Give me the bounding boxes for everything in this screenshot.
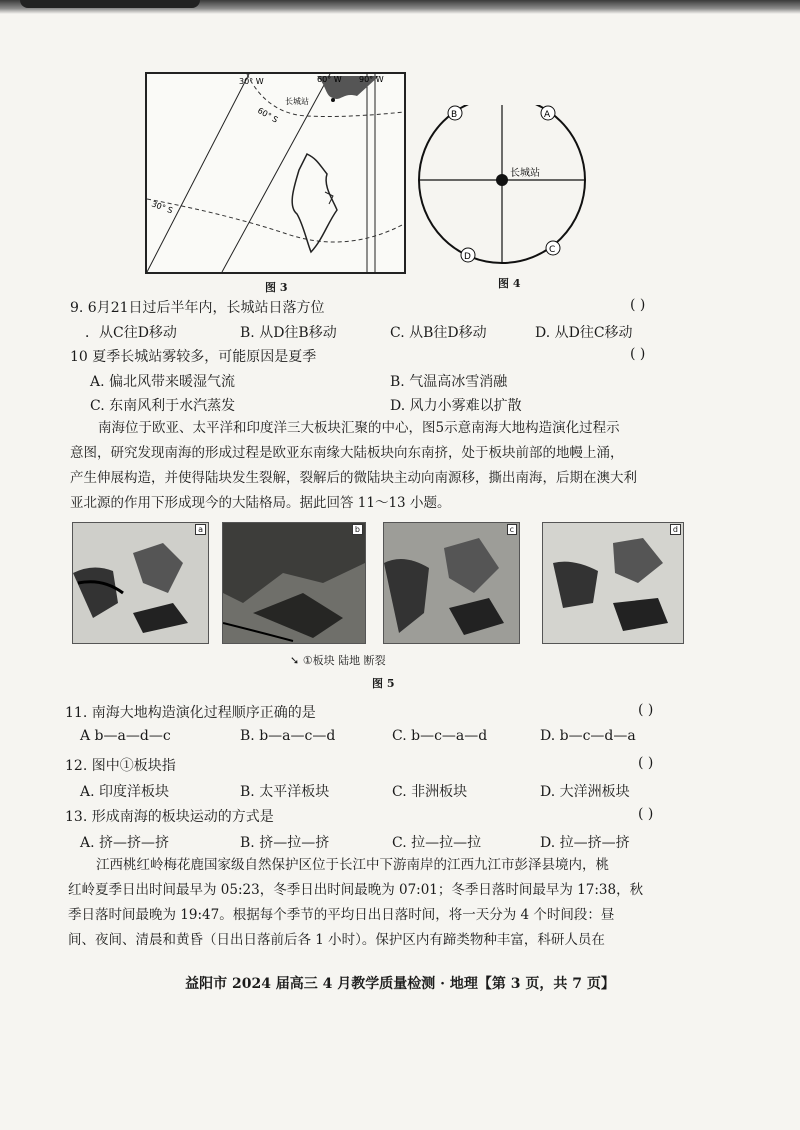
label-lat30: 30° S: [150, 199, 174, 216]
meridian-60w: [222, 74, 330, 272]
q13-option-b: B. 挤—拉—挤: [240, 835, 330, 851]
question-12-answer-paren: ( ): [638, 755, 654, 771]
q10-option-d: D. 风力小雾难以扩散: [390, 398, 522, 414]
svg-text:D: D: [464, 252, 471, 262]
q11-option-c: C. b—c—a—d: [392, 728, 488, 744]
figure-3-caption: 图 3: [265, 281, 288, 294]
q12-option-c: C. 非洲板块: [392, 784, 468, 800]
q11-option-a: A b—a—d—c: [80, 728, 171, 744]
question-9-answer-paren: ( ): [630, 297, 646, 313]
label-lat60: 60° S: [256, 105, 280, 125]
question-11-stem: 11. 南海大地构造演化过程顺序正确的是: [65, 705, 316, 721]
panel-c-label: c: [507, 524, 517, 535]
point-C: [546, 241, 560, 255]
q12-option-a: A. 印度洋板块: [80, 784, 170, 800]
q10-option-a: A. 偏北风带来暖湿气流: [90, 374, 236, 390]
q11-option-d: D. b—c—d—a: [540, 728, 636, 744]
q9-option-b: B. 从D往B移动: [240, 325, 337, 341]
scan-top-shadow: [20, 0, 200, 8]
figure-3-svg: [147, 74, 404, 272]
passage1-line-3: 产生伸展构造，并使得陆块发生裂解，裂解后的微陆块主动向南源移，撕出南海，后期在澳大利: [70, 470, 637, 486]
q10-option-c: C. 东南风利于水汽蒸发: [90, 398, 236, 414]
question-12-stem: 12. 图中①板块指: [65, 758, 176, 774]
q9-option-a: ．从C往D移动: [85, 325, 177, 341]
page-footer: 益阳市 2024 届高三 4 月教学质量检测 · 地理【第 3 页，共 7 页】: [185, 976, 615, 992]
figure-5-panel-a: [72, 522, 209, 644]
passage1-line-1: 南海位于欧亚、太平洋和印度洋三大板块汇聚的中心，图5示意南海大地构造演化过程示: [98, 420, 620, 436]
passage-south-china-sea: [70, 416, 710, 516]
legend-text: ①板块 陆地 断裂: [302, 654, 386, 667]
label-station: 长城站: [285, 97, 309, 106]
figure-4-diagram: [410, 105, 600, 270]
figure-5-legend: [290, 652, 386, 668]
figure-5-panel-c: [383, 522, 520, 644]
station-dot: [331, 98, 335, 102]
q9-option-d: D. 从D往C移动: [535, 325, 633, 341]
meridian-30w: [147, 74, 249, 272]
point-A: [541, 106, 555, 120]
station-label: 长城站: [510, 168, 540, 179]
panel-d-label: d: [670, 524, 681, 535]
label-lon60: 60° W: [317, 75, 342, 84]
passage-taohongling: [68, 853, 708, 953]
q13-option-d: D. 拉—挤—挤: [540, 835, 630, 851]
point-B: [448, 106, 462, 120]
q13-option-c: C. 拉—拉—拉: [392, 835, 482, 851]
figure-5-panel-b: [222, 522, 366, 644]
q12-option-b: B. 太平洋板块: [240, 784, 330, 800]
q10-option-b: B. 气温高冰雪消融: [390, 374, 508, 390]
question-11-answer-paren: ( ): [638, 702, 654, 718]
panel-a-label: a: [195, 524, 206, 535]
svg-text:A: A: [544, 110, 551, 120]
panel-b-label: b: [352, 524, 363, 535]
q13-option-a: A. 挤—挤—挤: [80, 835, 170, 851]
passage2-line-3: 季日落时间最晚为 19:47。根据每个季节的平均日出日落时间，将一天分为 4 个时间段：昼: [68, 907, 615, 923]
label-lon90: 90° W: [359, 75, 384, 84]
parallel-30s: [147, 199, 404, 242]
passage2-line-1: 江西桃红岭梅花鹿国家级自然保护区位于长江中下游南岸的江西九江市彭泽县境内，桃: [96, 857, 609, 873]
q12-option-d: D. 大洋洲板块: [540, 784, 630, 800]
question-9-stem: 9. 6月21日过后半年内，长城站日落方位: [70, 300, 325, 316]
station-point: [496, 174, 508, 186]
figure-5-panel-d: [542, 522, 684, 644]
figure-3-map: [145, 72, 406, 274]
passage1-line-4: 亚北源的作用下形成现今的大陆格局。据此回答 11～13 小题。: [70, 495, 451, 511]
question-10-answer-paren: ( ): [630, 346, 646, 362]
q11-option-b: B. b—a—c—d: [240, 728, 336, 744]
legend-fault-icon: ➘: [290, 654, 300, 667]
question-13-answer-paren: ( ): [638, 806, 654, 822]
passage1-line-2: 意图，研究发现南海的形成过程是欧亚东南缘大陆板块向东南挤，处于板块前部的地幔上涌，: [70, 445, 624, 461]
question-13-stem: 13. 形成南海的板块运动的方式是: [65, 809, 274, 825]
passage2-line-4: 间、夜间、清晨和黄昏（日出日落前后各 1 小时）。保护区内有蹄类物种丰富，科研人员在: [68, 932, 605, 948]
figure-5-caption: 图 5: [372, 677, 395, 690]
label-lon30: 30° W: [239, 77, 264, 86]
svg-text:B: B: [451, 110, 458, 120]
figure-4-caption: 图 4: [498, 277, 521, 290]
question-10-stem: 10 夏季长城站雾较多，可能原因是夏季: [70, 349, 317, 365]
q9-option-c: C. 从B往D移动: [390, 325, 487, 341]
passage2-line-2: 红岭夏季日出时间最早为 05:23，冬季日出时间最晚为 07:01；冬季日落时间最早为 17:38，秋: [68, 882, 644, 898]
svg-text:C: C: [549, 245, 556, 255]
landmass: [73, 567, 118, 618]
point-D: [461, 248, 475, 262]
